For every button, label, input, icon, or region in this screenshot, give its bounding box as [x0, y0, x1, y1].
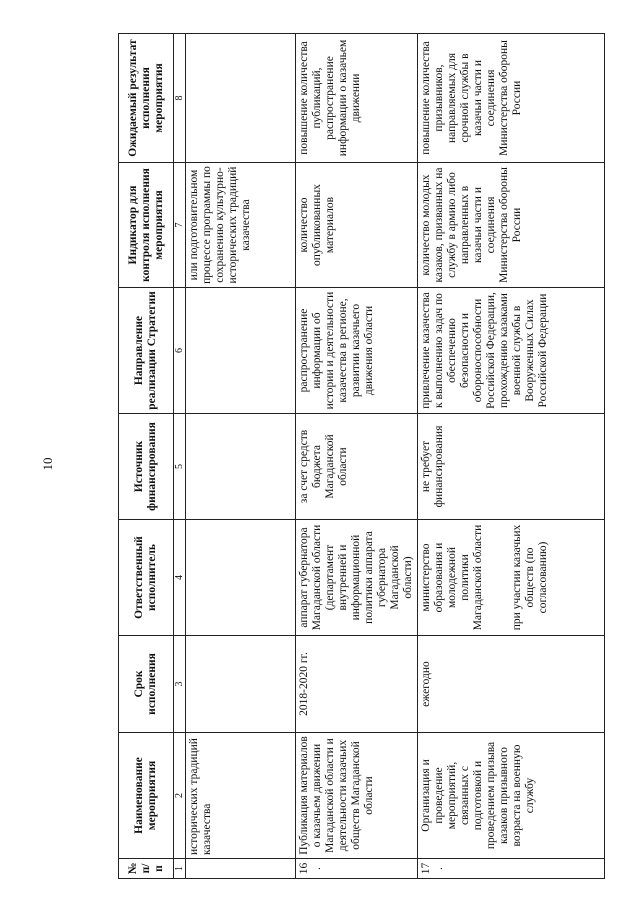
column-number: 2 — [174, 733, 186, 859]
row-source: за счет средств бюджета Магаданской области — [296, 414, 418, 520]
column-number: 8 — [174, 34, 186, 163]
header-row — [119, 34, 174, 879]
header-source: Источник финансирования — [119, 414, 174, 520]
header-indicator: Индикатор для контроля исполнения мероприятия — [119, 163, 174, 288]
row-name: исторических традиций казачества — [186, 733, 296, 859]
table-row — [186, 34, 296, 879]
column-number: 4 — [174, 520, 186, 636]
table-row — [296, 34, 418, 879]
row-name: Публикация материалов о казачьем движении Магаданской области и деятельности казачьих обществ Магаданской области — [296, 733, 418, 859]
row-result: повышение количества призывников, направляемых для срочной службы в казачьи части и соединения Министерства обороны России — [418, 34, 605, 163]
row-executor — [186, 520, 296, 636]
row-direction: привлечение казачества к выполнению задач по обеспечению безопасности и обороноспособности Российской Федерации, прохождению казаками военной службы в Вооруженных Силах Российской Федерации — [418, 288, 605, 414]
row-indicator: количество опубликованных материалов — [296, 163, 418, 288]
header-executor: Ответственный исполнитель — [119, 520, 174, 636]
row-executor-cell — [418, 520, 605, 636]
column-number: 1 — [174, 859, 186, 879]
header-name: Наименование мероприятия — [119, 733, 174, 859]
row-indicator: количество молодых казаков, призванных на службу в армию либо направленных в казачьи части и соединения Министерства обороны России — [418, 163, 605, 288]
row-num: 17. — [418, 859, 605, 879]
row-num: 16. — [296, 859, 418, 879]
row-source: не требует финансирования — [418, 414, 605, 520]
column-number: 5 — [174, 414, 186, 520]
row-term: 2018-2020 гг. — [296, 636, 418, 733]
row-direction: распространение информации об истории и деятельности казачества в регионе, развитии казачьего движения области — [296, 288, 418, 414]
row-executor: министерство образования и молодежной политики Магаданской области — [420, 524, 484, 631]
row-indicator: или подготовительном процессе программы по сохранению культурно-исторических традиций казачества — [186, 163, 296, 288]
row-source — [186, 414, 296, 520]
column-number: 3 — [174, 636, 186, 733]
row-name: Организация и проведение мероприятий, связанных с подготовкой и проведением призыва казаков призывного возраста на военную службу — [418, 733, 605, 859]
column-number: 6 — [174, 288, 186, 414]
header-result: Ожидаемый результат исполнения мероприятия — [119, 34, 174, 163]
row-num — [186, 859, 296, 879]
header-direction: Направление реализации Стратегии — [119, 288, 174, 414]
row-term: ежегодно — [418, 636, 605, 733]
row-executor: аппарат губернатора Магаданской области (департамент внутренней и информационной политики аппарата губернатора Магаданской области) — [296, 520, 418, 636]
column-number-row — [174, 34, 186, 879]
page-number: 10 — [40, 457, 55, 471]
row-executor-extra: при участии казачьих обществ (по согласованию) — [511, 524, 549, 631]
header-num: № п/п — [119, 859, 174, 879]
row-result: повышение количества публикаций, распространение информации о казачьем движении — [296, 34, 418, 163]
row-direction — [186, 288, 296, 414]
rotated-table-container — [118, 34, 604, 879]
action-plan-table — [118, 33, 605, 879]
table-row — [418, 34, 605, 879]
row-term — [186, 636, 296, 733]
header-term: Срок исполнения — [119, 636, 174, 733]
column-number: 7 — [174, 163, 186, 288]
row-result — [186, 34, 296, 163]
